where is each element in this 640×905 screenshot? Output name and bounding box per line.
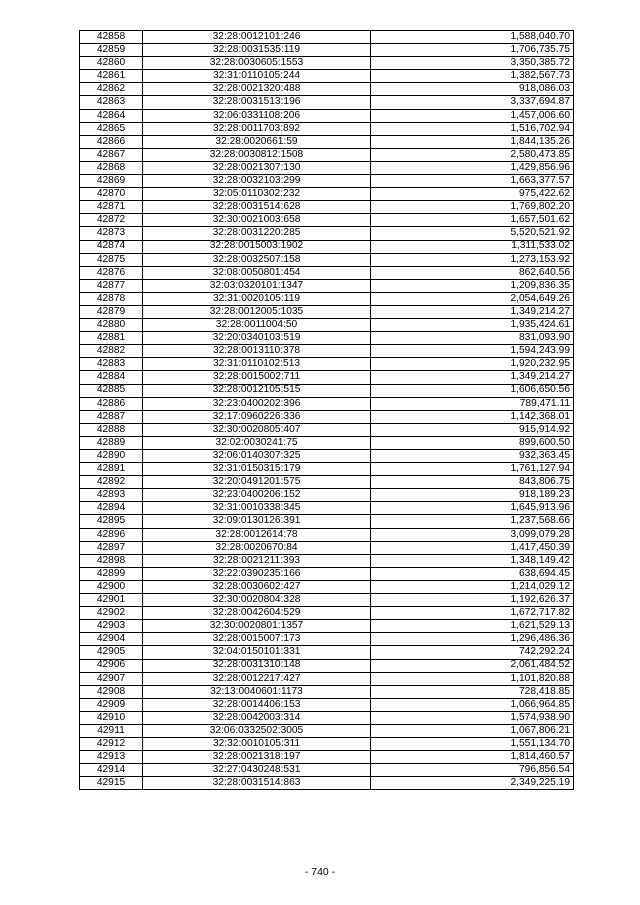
cadastral-number-cell: 32:06:0331108:206 (143, 109, 371, 122)
row-number-cell: 42913 (80, 751, 143, 764)
cadastral-number-cell: 32:28:0032103:299 (143, 175, 371, 188)
value-cell: 638,694.45 (371, 567, 574, 580)
value-cell: 1,574,938.90 (371, 711, 574, 724)
cadastral-number-cell: 32:28:0030605:1553 (143, 57, 371, 70)
cadastral-number-cell: 32:03:0320101:1347 (143, 279, 371, 292)
cadastral-number-cell: 32:31:0110105:244 (143, 70, 371, 83)
table-row (80, 96, 574, 109)
value-cell: 1,066,964.85 (371, 698, 574, 711)
row-number-cell: 42882 (80, 345, 143, 358)
table-row (80, 698, 574, 711)
table-row (80, 266, 574, 279)
row-number-cell: 42901 (80, 594, 143, 607)
row-number-cell: 42860 (80, 57, 143, 70)
table-row (80, 279, 574, 292)
row-number-cell: 42886 (80, 397, 143, 410)
cadastral-number-cell: 32:20:0491201:575 (143, 476, 371, 489)
table-body (80, 31, 574, 790)
table-row (80, 541, 574, 554)
cadastral-number-cell: 32:28:0014406:153 (143, 698, 371, 711)
cadastral-number-cell: 32:32:0010105:311 (143, 738, 371, 751)
row-number-cell: 42867 (80, 148, 143, 161)
row-number-cell: 42898 (80, 554, 143, 567)
row-number-cell: 42884 (80, 371, 143, 384)
value-cell: 1,657,501.62 (371, 214, 574, 227)
table-row (80, 724, 574, 737)
row-number-cell: 42895 (80, 515, 143, 528)
table-row (80, 305, 574, 318)
value-cell: 1,663,377.57 (371, 175, 574, 188)
row-number-cell: 42858 (80, 31, 143, 44)
cadastral-number-cell: 32:30:0020804:328 (143, 594, 371, 607)
value-cell: 932,363.45 (371, 450, 574, 463)
row-number-cell: 42876 (80, 266, 143, 279)
value-cell: 915,914.92 (371, 423, 574, 436)
row-number-cell: 42865 (80, 122, 143, 135)
value-cell: 1,296,486.36 (371, 633, 574, 646)
table-row (80, 476, 574, 489)
value-cell: 862,640.56 (371, 266, 574, 279)
value-cell: 1,237,568.66 (371, 515, 574, 528)
table-row (80, 384, 574, 397)
table-row (80, 450, 574, 463)
cadastral-number-cell: 32:31:0010338:345 (143, 502, 371, 515)
value-cell: 1,935,424.61 (371, 319, 574, 332)
value-cell: 3,099,079.28 (371, 528, 574, 541)
cadastral-number-cell: 32:28:0031513:196 (143, 96, 371, 109)
cadastral-number-cell: 32:28:0015007:173 (143, 633, 371, 646)
row-number-cell: 42863 (80, 96, 143, 109)
cadastral-number-cell: 32:04:0150101:331 (143, 646, 371, 659)
row-number-cell: 42914 (80, 764, 143, 777)
value-cell: 2,061,484.52 (371, 659, 574, 672)
row-number-cell: 42896 (80, 528, 143, 541)
cadastral-number-cell: 32:28:0031220:285 (143, 227, 371, 240)
table-row (80, 515, 574, 528)
row-number-cell: 42891 (80, 463, 143, 476)
table-row (80, 554, 574, 567)
row-number-cell: 42871 (80, 201, 143, 214)
table-row (80, 607, 574, 620)
cadastral-number-cell: 32:28:0012101:246 (143, 31, 371, 44)
value-cell: 2,349,225.19 (371, 777, 574, 790)
value-cell: 1,349,214.27 (371, 305, 574, 318)
cadastral-number-cell: 32:23:0400202:396 (143, 397, 371, 410)
cadastral-number-cell: 32:13:0040601:1173 (143, 685, 371, 698)
value-cell: 5,520,521.92 (371, 227, 574, 240)
table-row (80, 777, 574, 790)
cadastral-number-cell: 32:31:0110102:513 (143, 358, 371, 371)
row-number-cell: 42894 (80, 502, 143, 515)
row-number-cell: 42889 (80, 436, 143, 449)
table-row (80, 436, 574, 449)
value-cell: 1,142,368.01 (371, 410, 574, 423)
table-row (80, 751, 574, 764)
value-cell: 1,214,029.12 (371, 580, 574, 593)
value-cell: 728,418.85 (371, 685, 574, 698)
cadastral-number-cell: 32:17:0960226:336 (143, 410, 371, 423)
value-cell: 1,192,626.37 (371, 594, 574, 607)
row-number-cell: 42878 (80, 292, 143, 305)
value-cell: 2,580,473.85 (371, 148, 574, 161)
table-row (80, 44, 574, 57)
row-number-cell: 42899 (80, 567, 143, 580)
table-row (80, 319, 574, 332)
value-cell: 975,422.62 (371, 188, 574, 201)
cadastral-number-cell: 32:30:0020801:1357 (143, 620, 371, 633)
cadastral-number-cell: 32:06:0140307:325 (143, 450, 371, 463)
cadastral-number-cell: 32:28:0015002:711 (143, 371, 371, 384)
cadastral-number-cell: 32:08:0050801:454 (143, 266, 371, 279)
row-number-cell: 42875 (80, 253, 143, 266)
value-cell: 1,814,460.57 (371, 751, 574, 764)
row-number-cell: 42868 (80, 161, 143, 174)
table-row (80, 567, 574, 580)
row-number-cell: 42903 (80, 620, 143, 633)
row-number-cell: 42888 (80, 423, 143, 436)
value-cell: 1,761,127.94 (371, 463, 574, 476)
cadastral-value-table (79, 30, 574, 790)
row-number-cell: 42907 (80, 672, 143, 685)
cadastral-number-cell: 32:28:0031514:863 (143, 777, 371, 790)
cadastral-number-cell: 32:28:0030602:427 (143, 580, 371, 593)
row-number-cell: 42885 (80, 384, 143, 397)
cadastral-number-cell: 32:22:0390235:166 (143, 567, 371, 580)
row-number-cell: 42866 (80, 135, 143, 148)
row-number-cell: 42911 (80, 724, 143, 737)
cadastral-number-cell: 32:20:0340103:519 (143, 332, 371, 345)
value-cell: 831,093.90 (371, 332, 574, 345)
value-cell: 1,311,533.02 (371, 240, 574, 253)
cadastral-number-cell: 32:05:0110302:232 (143, 188, 371, 201)
table-row (80, 633, 574, 646)
table-row (80, 580, 574, 593)
row-number-cell: 42874 (80, 240, 143, 253)
table-row (80, 646, 574, 659)
row-number-cell: 42890 (80, 450, 143, 463)
row-number-cell: 42883 (80, 358, 143, 371)
cadastral-number-cell: 32:30:0020805:407 (143, 423, 371, 436)
table-row (80, 188, 574, 201)
table-row (80, 148, 574, 161)
table-row (80, 594, 574, 607)
cadastral-number-cell: 32:28:0012614:78 (143, 528, 371, 541)
table-row (80, 685, 574, 698)
cadastral-number-cell: 32:31:0150315:179 (143, 463, 371, 476)
cadastral-number-cell: 32:23:0400206:152 (143, 489, 371, 502)
cadastral-number-cell: 32:28:0031310:148 (143, 659, 371, 672)
cadastral-number-cell: 32:09:0130126:391 (143, 515, 371, 528)
value-cell: 1,516,702.94 (371, 122, 574, 135)
cadastral-number-cell: 32:28:0012105:515 (143, 384, 371, 397)
value-cell: 2,054,649.26 (371, 292, 574, 305)
cadastral-number-cell: 32:28:0042003:314 (143, 711, 371, 724)
row-number-cell: 42908 (80, 685, 143, 698)
value-cell: 1,067,806.21 (371, 724, 574, 737)
row-number-cell: 42877 (80, 279, 143, 292)
cadastral-number-cell: 32:28:0032507:158 (143, 253, 371, 266)
cadastral-number-cell: 32:06:0332502:3005 (143, 724, 371, 737)
table-row (80, 659, 574, 672)
value-cell: 1,844,135.26 (371, 135, 574, 148)
cadastral-number-cell: 32:28:0021307:130 (143, 161, 371, 174)
table-row (80, 332, 574, 345)
page-number: - 740 - (304, 866, 336, 878)
row-number-cell: 42879 (80, 305, 143, 318)
row-number-cell: 42902 (80, 607, 143, 620)
table-row (80, 410, 574, 423)
cadastral-number-cell: 32:30:0021003:658 (143, 214, 371, 227)
table-row (80, 397, 574, 410)
table-row (80, 738, 574, 751)
row-number-cell: 42869 (80, 175, 143, 188)
cadastral-number-cell: 32:31:0020105:119 (143, 292, 371, 305)
table-row (80, 711, 574, 724)
row-number-cell: 42864 (80, 109, 143, 122)
cadastral-number-cell: 32:28:0012217:427 (143, 672, 371, 685)
row-number-cell: 42893 (80, 489, 143, 502)
value-cell: 899,600.50 (371, 436, 574, 449)
value-cell: 1,209,836.35 (371, 279, 574, 292)
table-row (80, 253, 574, 266)
table-row (80, 764, 574, 777)
table-row (80, 502, 574, 515)
table-row (80, 463, 574, 476)
cadastral-number-cell: 32:28:0021318:197 (143, 751, 371, 764)
value-cell: 1,606,650.56 (371, 384, 574, 397)
value-cell: 1,429,856.96 (371, 161, 574, 174)
value-cell: 1,457,006.60 (371, 109, 574, 122)
value-cell: 1,273,153.92 (371, 253, 574, 266)
row-number-cell: 42912 (80, 738, 143, 751)
table-row (80, 83, 574, 96)
table-row (80, 70, 574, 83)
value-cell: 1,594,243.99 (371, 345, 574, 358)
row-number-cell: 42909 (80, 698, 143, 711)
value-cell: 1,672,717.82 (371, 607, 574, 620)
value-cell: 1,382,567.73 (371, 70, 574, 83)
value-cell: 1,621,529.13 (371, 620, 574, 633)
value-cell: 1,920,232.95 (371, 358, 574, 371)
value-cell: 742,292.24 (371, 646, 574, 659)
row-number-cell: 42887 (80, 410, 143, 423)
cadastral-number-cell: 32:28:0013110:378 (143, 345, 371, 358)
value-cell: 843,806.75 (371, 476, 574, 489)
table-row (80, 672, 574, 685)
table-row (80, 175, 574, 188)
value-cell: 1,101,820.88 (371, 672, 574, 685)
value-cell: 1,551,134.70 (371, 738, 574, 751)
table-row (80, 161, 574, 174)
row-number-cell: 42897 (80, 541, 143, 554)
value-cell: 796,856.54 (371, 764, 574, 777)
row-number-cell: 42861 (80, 70, 143, 83)
cadastral-number-cell: 32:27:0430248:531 (143, 764, 371, 777)
row-number-cell: 42870 (80, 188, 143, 201)
row-number-cell: 42904 (80, 633, 143, 646)
cadastral-number-cell: 32:28:0011703:892 (143, 122, 371, 135)
table-row (80, 240, 574, 253)
value-cell: 3,350,385.72 (371, 57, 574, 70)
row-number-cell: 42905 (80, 646, 143, 659)
value-cell: 1,349,214.27 (371, 371, 574, 384)
value-cell: 1,348,149.42 (371, 554, 574, 567)
row-number-cell: 42892 (80, 476, 143, 489)
row-number-cell: 42910 (80, 711, 143, 724)
table-row (80, 345, 574, 358)
value-cell: 3,337,694.87 (371, 96, 574, 109)
cadastral-number-cell: 32:28:0042604:529 (143, 607, 371, 620)
table-row (80, 227, 574, 240)
table-row (80, 57, 574, 70)
value-cell: 918,189.23 (371, 489, 574, 502)
row-number-cell: 42881 (80, 332, 143, 345)
table-row (80, 31, 574, 44)
value-cell: 918,086.03 (371, 83, 574, 96)
row-number-cell: 42906 (80, 659, 143, 672)
row-number-cell: 42872 (80, 214, 143, 227)
row-number-cell: 42915 (80, 777, 143, 790)
table-row (80, 620, 574, 633)
cadastral-number-cell: 32:28:0030812:1508 (143, 148, 371, 161)
table-row (80, 489, 574, 502)
value-cell: 789,471.11 (371, 397, 574, 410)
row-number-cell: 42862 (80, 83, 143, 96)
value-cell: 1,645,913.96 (371, 502, 574, 515)
cadastral-number-cell: 32:28:0020661:59 (143, 135, 371, 148)
table-row (80, 109, 574, 122)
cadastral-number-cell: 32:28:0021211:393 (143, 554, 371, 567)
cadastral-number-cell: 32:02:0030241:75 (143, 436, 371, 449)
cadastral-number-cell: 32:28:0031514:628 (143, 201, 371, 214)
row-number-cell: 42859 (80, 44, 143, 57)
row-number-cell: 42900 (80, 580, 143, 593)
cadastral-number-cell: 32:28:0021320:488 (143, 83, 371, 96)
table-row (80, 135, 574, 148)
table-row (80, 528, 574, 541)
table-row (80, 371, 574, 384)
cadastral-number-cell: 32:28:0012005:1035 (143, 305, 371, 318)
value-cell: 1,417,450.39 (371, 541, 574, 554)
table-row (80, 358, 574, 371)
value-cell: 1,706,735.75 (371, 44, 574, 57)
value-cell: 1,769,802.20 (371, 201, 574, 214)
cadastral-number-cell: 32:28:0011004:50 (143, 319, 371, 332)
table-row (80, 292, 574, 305)
cadastral-number-cell: 32:28:0031535:119 (143, 44, 371, 57)
row-number-cell: 42873 (80, 227, 143, 240)
cadastral-number-cell: 32:28:0020670:84 (143, 541, 371, 554)
row-number-cell: 42880 (80, 319, 143, 332)
cadastral-number-cell: 32:28:0015003:1902 (143, 240, 371, 253)
value-cell: 1,588,040.70 (371, 31, 574, 44)
table-row (80, 423, 574, 436)
table-row (80, 214, 574, 227)
table-row (80, 122, 574, 135)
table-row (80, 201, 574, 214)
